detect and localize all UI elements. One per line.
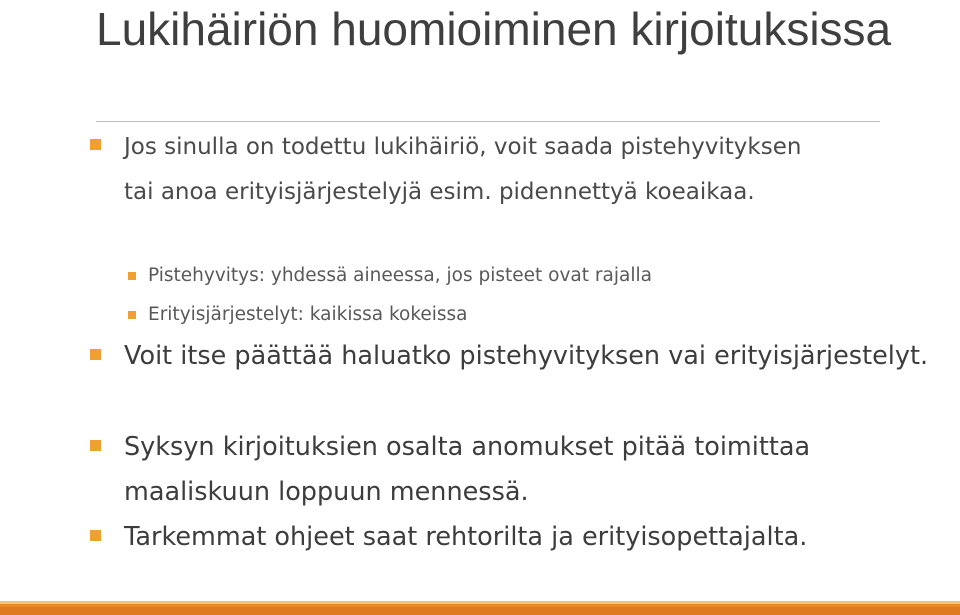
bullet-item <box>124 334 944 379</box>
bullet-item <box>124 125 824 215</box>
bullet-text: Jos sinulla on todettu lukihäiriö, voit saada pistehyvityksen tai anoa erityisjärjestelyjä esim. pidennettyä koeaikaa. <box>124 134 802 205</box>
bullet-text: Tarkemmat ohjeet saat rehtorilta ja erityisopettajalta. <box>124 522 808 552</box>
slide-title: Lukihäiriön huomioiminen kirjoituksissa <box>96 3 892 55</box>
bullet-text: Syksyn kirjoituksien osalta anomukset pitää toimittaa maaliskuun loppuun mennessä. <box>124 432 811 507</box>
sub-bullet-item <box>148 302 868 328</box>
footer-accent-bar <box>0 601 960 615</box>
square-bullet-icon <box>128 272 136 280</box>
sub-bullet-text: Erityisjärjestelyt: kaikissa kokeissa <box>148 304 468 325</box>
footer-stripe <box>0 607 960 615</box>
bullet-item <box>124 425 944 515</box>
sub-bullet-item <box>148 263 868 289</box>
bullet-item <box>124 515 944 560</box>
sub-bullet-text: Pistehyvitys: yhdessä aineessa, jos pisteet ovat rajalla <box>148 265 652 286</box>
bullet-text: Voit itse päättää haluatko pistehyvityksen vai erityisjärjestelyt. <box>124 341 929 371</box>
square-bullet-icon <box>90 440 101 451</box>
square-bullet-icon <box>90 139 101 150</box>
square-bullet-icon <box>90 349 101 360</box>
square-bullet-icon <box>90 530 101 541</box>
square-bullet-icon <box>128 311 136 319</box>
